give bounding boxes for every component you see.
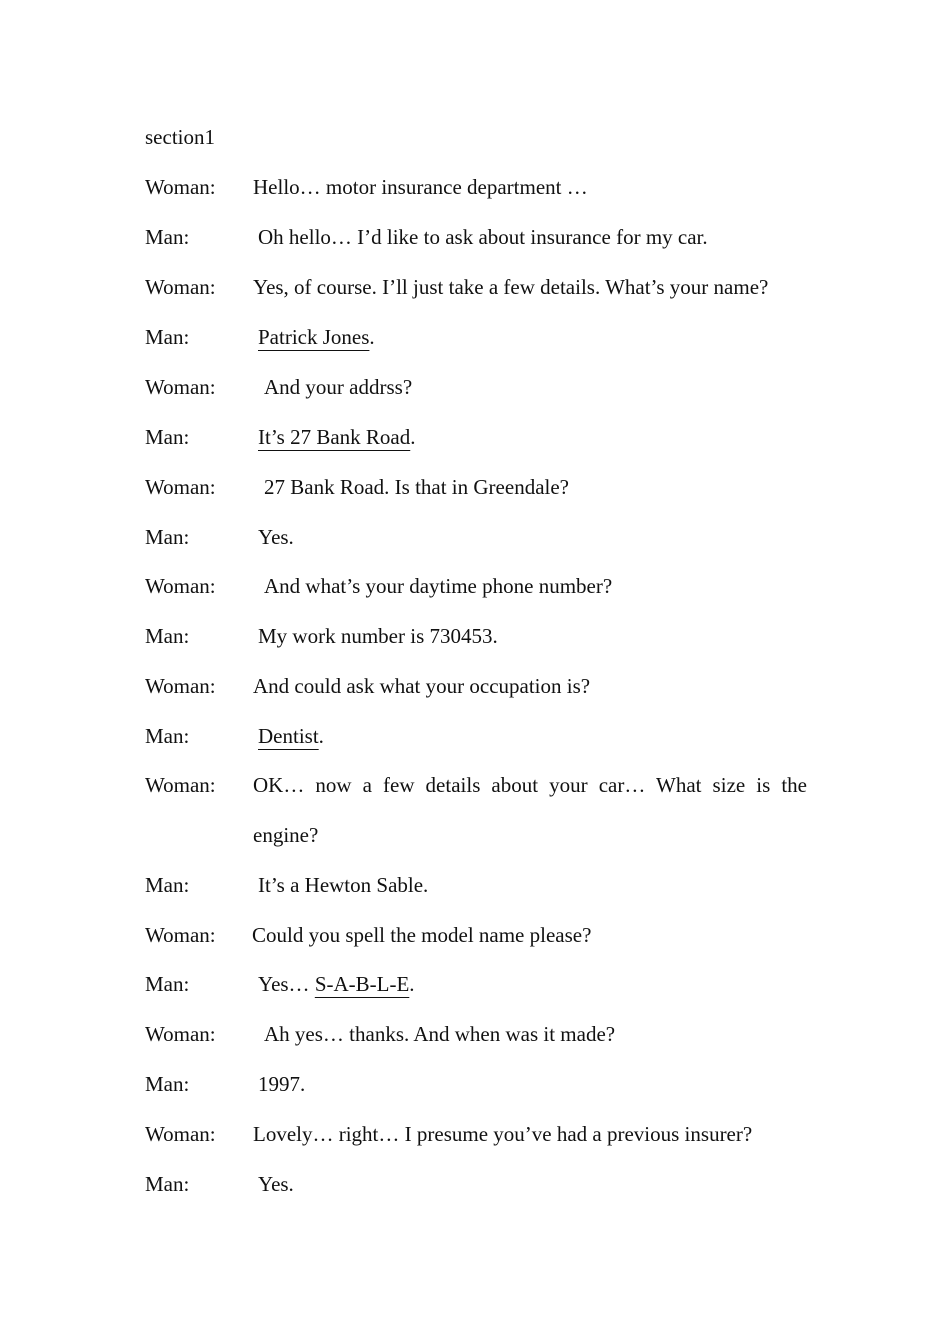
section-title: section1 xyxy=(145,125,215,149)
dialogue-text: Could you spell the model name please? xyxy=(252,923,592,947)
speaker-label: Woman: xyxy=(145,773,216,797)
answer-punctuation: . xyxy=(409,972,415,996)
dialogue-text: My work number is 730453. xyxy=(258,624,498,648)
speaker-label: Woman: xyxy=(145,375,216,399)
speaker-label: Man: xyxy=(145,724,190,748)
answer-underlined: S-A-B-L-E xyxy=(314,972,410,996)
dialogue-text: Ah yes… thanks. And when was it made? xyxy=(264,1022,616,1046)
answer-punctuation: . xyxy=(369,325,375,349)
dialogue-text: Yes, of course. I’ll just take a few details. What’s your name? xyxy=(253,275,769,299)
answer-punctuation: . xyxy=(318,724,324,748)
dialogue-text: And what’s your daytime phone number? xyxy=(264,574,613,598)
dialogue-text xyxy=(258,971,415,997)
dialogue-text: Yes. xyxy=(258,1172,294,1196)
speaker-label: Woman: xyxy=(145,674,216,698)
speaker-label: Man: xyxy=(145,525,190,549)
speaker-label: Woman: xyxy=(145,923,216,947)
answer-underlined: Dentist xyxy=(258,724,319,748)
answer-underlined: It’s 27 Bank Road xyxy=(258,425,411,449)
speaker-label: Man: xyxy=(145,624,190,648)
answer-underlined: Patrick Jones xyxy=(258,325,370,349)
answer-punctuation: . xyxy=(410,425,416,449)
dialogue-text xyxy=(258,723,324,749)
speaker-label: Man: xyxy=(145,1072,190,1096)
dialogue-text: Hello… motor insurance department … xyxy=(253,175,588,199)
speaker-label: Woman: xyxy=(145,574,216,598)
dialogue-text xyxy=(258,424,416,450)
speaker-label: Woman: xyxy=(145,475,216,499)
dialogue-text xyxy=(258,324,375,350)
dialogue-text: 27 Bank Road. Is that in Greendale? xyxy=(264,475,569,499)
speaker-label: Man: xyxy=(145,225,190,249)
speaker-label: Man: xyxy=(145,325,190,349)
speaker-label: Man: xyxy=(145,873,190,897)
dialogue-text: Oh hello… I’d like to ask about insurance for my car. xyxy=(258,225,708,249)
speaker-label: Man: xyxy=(145,1172,190,1196)
speaker-label: Woman: xyxy=(145,1122,216,1146)
answer-prefix: Yes… xyxy=(258,972,315,996)
speaker-label: Woman: xyxy=(145,175,216,199)
dialogue-text: And your addrss? xyxy=(264,375,413,399)
dialogue-text: Yes. xyxy=(258,525,294,549)
dialogue-text: And could ask what your occupation is? xyxy=(253,674,591,698)
dialogue-text: OK… now a few details about your car… What size is the engine? xyxy=(253,773,807,847)
dialogue-text: Lovely… right… I presume you’ve had a previous insurer? xyxy=(253,1122,753,1146)
speaker-label: Man: xyxy=(145,425,190,449)
speaker-label: Woman: xyxy=(145,275,216,299)
dialogue-text: 1997. xyxy=(258,1072,306,1096)
dialogue-text: It’s a Hewton Sable. xyxy=(258,873,429,897)
speaker-label: Man: xyxy=(145,972,190,996)
speaker-label: Woman: xyxy=(145,1022,216,1046)
